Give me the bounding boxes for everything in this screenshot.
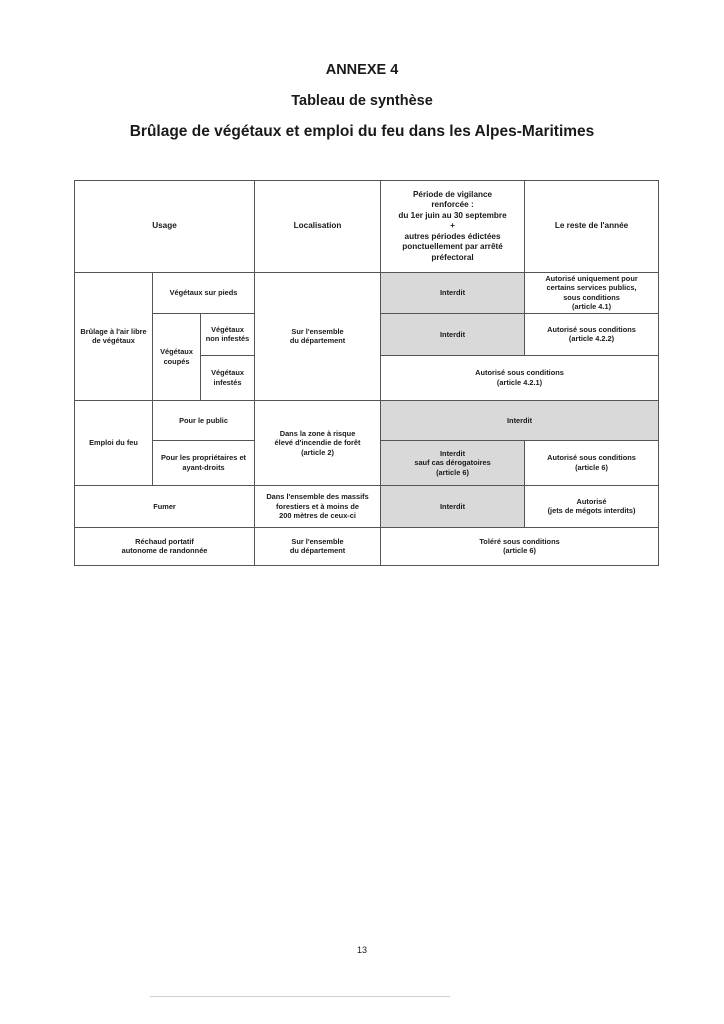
cell-line: (article 2) — [301, 447, 334, 457]
cell-line: (jets de mégots interdits) — [547, 506, 636, 516]
cell-line: Interdit — [440, 448, 466, 458]
cell-line: de végétaux — [92, 336, 135, 346]
cell-line: Dans l'ensemble des massifs — [266, 492, 369, 502]
cell-line: Végétaux — [160, 347, 193, 357]
sub-label-sur-pieds: Végétaux sur pieds — [153, 273, 255, 314]
cell-line: élevé d'incendie de forêt — [274, 438, 361, 448]
annex-title: ANNEXE 4 — [325, 62, 399, 78]
cell-fumer-rest — [525, 485, 659, 527]
cell-line: Autorisé — [576, 496, 607, 506]
localisation-brulage — [255, 273, 381, 401]
cell-line: Brûlage à l'air libre — [80, 326, 147, 336]
cell-line: non infestés — [205, 334, 250, 344]
cell-line: sous conditions — [563, 292, 620, 302]
cell-line: Sur l'ensemble — [291, 536, 344, 546]
cell-line: (article 6) — [575, 462, 608, 472]
cell-line: autres périodes édictées — [404, 231, 501, 241]
cell-line: (article 6) — [436, 467, 469, 477]
cell-line: préfectoral — [431, 252, 474, 262]
row-label-fumer: Fumer — [75, 485, 255, 527]
cell-line: Réchaud portatif — [135, 536, 194, 546]
cell-line: Sur l'ensemble — [291, 326, 344, 336]
header-vigilance-period — [381, 181, 525, 273]
cell-sur-pieds-rest — [525, 273, 659, 314]
cell-line: coupés — [163, 356, 190, 366]
cell-line: Autorisé sous conditions — [547, 324, 636, 334]
localisation-emploi — [255, 400, 381, 485]
cell-public-all-year: Interdit — [381, 400, 659, 440]
cell-proprietaires-rest — [525, 440, 659, 485]
cell-line: du 1er juin au 30 septembre — [398, 210, 507, 220]
cell-proprietaires-vigilance — [381, 440, 525, 485]
sub-label-coupes — [153, 313, 201, 400]
cell-line: ayant-droits — [182, 462, 225, 472]
localisation-rechaud — [255, 527, 381, 565]
cell-line: Végétaux — [211, 324, 244, 334]
cell-line: Toléré sous conditions — [479, 536, 560, 546]
cell-line: autonome de randonnée — [121, 546, 208, 556]
cell-line: renforcée : — [431, 200, 474, 210]
cell-line: 200 mètres de ceux-ci — [279, 511, 356, 521]
cell-line: sauf cas dérogatoires — [414, 458, 491, 468]
cell-line: (article 4.2.1) — [496, 377, 543, 387]
localisation-fumer — [255, 485, 381, 527]
header-localisation: Localisation — [255, 181, 381, 273]
cell-line: Autorisé sous conditions — [547, 453, 636, 463]
cell-sur-pieds-vigilance: Interdit — [381, 273, 525, 314]
cell-line: Végétaux — [211, 368, 244, 378]
header-rest-of-year: Le reste de l'année — [525, 181, 659, 273]
cell-line: du département — [289, 336, 346, 346]
table-subtitle: Tableau de synthèse — [291, 93, 433, 109]
cell-line: + — [450, 221, 455, 231]
sub-label-public: Pour le public — [153, 400, 255, 440]
cell-line: (article 4.2.2) — [568, 334, 615, 344]
cell-line: (article 6) — [503, 546, 536, 556]
cell-line: Période de vigilance — [412, 189, 493, 199]
cell-line: infestés — [213, 377, 242, 387]
page-number: 13 — [356, 945, 367, 955]
cell-line: Dans la zone à risque — [279, 428, 356, 438]
sub-label-proprietaires — [153, 440, 255, 485]
row-label-emploi-du-feu: Emploi du feu — [75, 400, 153, 485]
sub-label-non-infestes — [201, 313, 255, 355]
cell-line: Autorisé uniquement pour — [545, 274, 638, 283]
cell-infestes-all-year — [381, 355, 659, 400]
cell-line: du département — [289, 546, 346, 556]
cell-line: ponctuellement par arrêté — [402, 242, 503, 252]
cell-line: Pour les propriétaires et — [161, 453, 247, 463]
cell-fumer-vigilance: Interdit — [381, 485, 525, 527]
cell-non-infestes-rest — [525, 313, 659, 355]
cell-non-infestes-vigilance: Interdit — [381, 313, 525, 355]
sub-label-infestes — [201, 355, 255, 400]
header-usage: Usage — [75, 181, 255, 273]
footer-divider — [150, 996, 450, 997]
row-label-brulage — [75, 273, 153, 401]
page-heading: Brûlage de végétaux et emploi du feu dans les Alpes-Maritimes — [129, 123, 595, 140]
cell-line: certains services publics, — [546, 283, 637, 293]
synthesis-table — [74, 180, 659, 566]
cell-rechaud-all-year — [381, 527, 659, 565]
cell-line: (article 4.1) — [572, 302, 612, 312]
row-label-rechaud — [75, 527, 255, 565]
cell-line: Autorisé sous conditions — [475, 368, 564, 378]
cell-line: forestiers et à moins de — [276, 501, 360, 511]
